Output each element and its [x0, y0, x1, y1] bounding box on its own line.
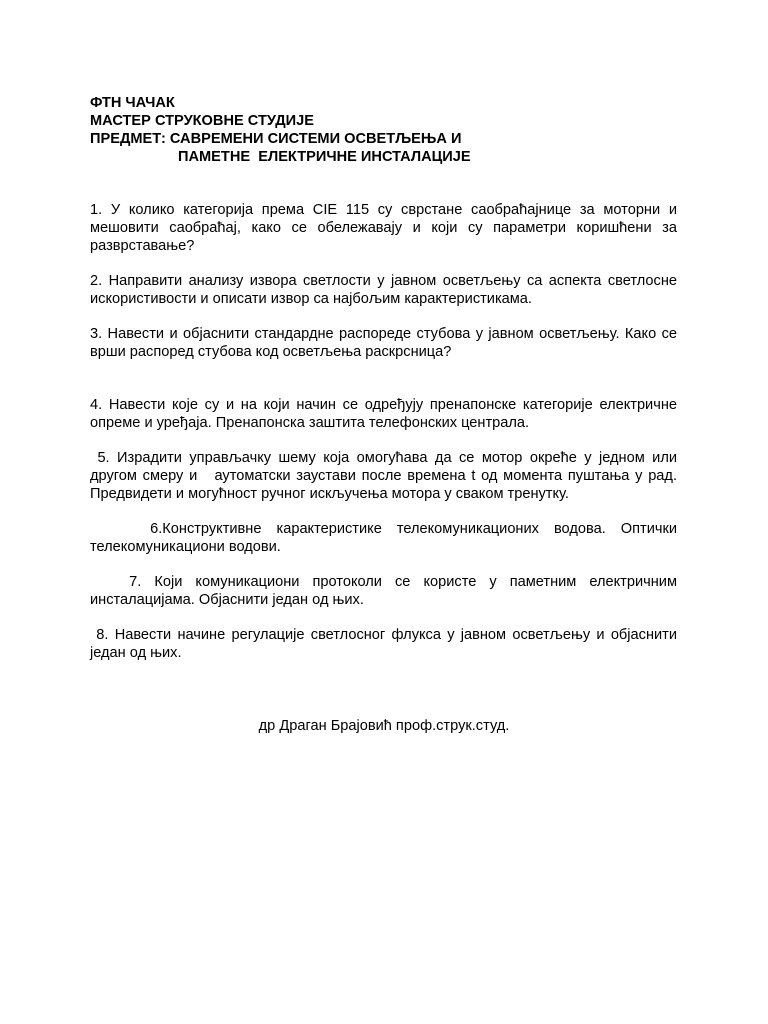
subject-title-line2: ПАМЕТНЕ ЕЛЕКТРИЧНЕ ИНСТАЛАЦИЈЕ [178, 149, 471, 165]
study-program: МАСТЕР СТРУКОВНЕ СТУДИЈЕ [90, 113, 314, 129]
question-list [90, 201, 682, 662]
question-1: 1. У колико категорија према CIE 115 су сврстане саобраћајнице за моторни и мешовити саобраћај, како се обележавају и који су параметри коришћени за разврставање? [90, 202, 682, 254]
question-5: 5. Израдити управљачку шему која омогућава да се мотор окреће у једном или другом смеру и аутоматски заустави после времена t од момента пуштања у рад. Предвидети и могућност ручног искључења мотора у сваком тренутку. [90, 450, 682, 502]
institution-name: ФТН ЧАЧАК [90, 95, 175, 111]
question-3: 3. Навести и објаснити стандардне распореде стубова у јавном осветљењу. Како се врши распоред стубова код осветљења раскрсница? [90, 326, 682, 360]
document-page [90, 94, 682, 662]
question-8: 8. Навести начине регулације светлосног флукса у јавном осветљењу и објаснити један од њих. [90, 627, 682, 661]
question-2: 2. Направити анализу извора светлости у јавном осветљењу са аспекта светлосне искористивости и описати извор са најбољим карактеристикама. [90, 273, 682, 307]
question-4: 4. Навести које су и на који начин се одређују пренапонске категорије електричне опреме и уређаја. Пренапонска заштита телефонских централа. [90, 397, 682, 431]
question-6: 6.Конструктивне карактеристике телекомуникационих водова. Оптички телекомуникациони водови. [90, 521, 682, 555]
document-header [90, 94, 677, 166]
question-7: 7. Који комуникациони протоколи се користе у паметним електричним инсталацијама. Објаснити један од њих. [90, 574, 682, 608]
subject-title-line1: ПРЕДМЕТ: САВРЕМЕНИ СИСТЕМИ ОСВЕТЉЕЊА И [90, 131, 462, 147]
signature: др Драган Брајовић проф.струк.студ. [258, 718, 510, 734]
